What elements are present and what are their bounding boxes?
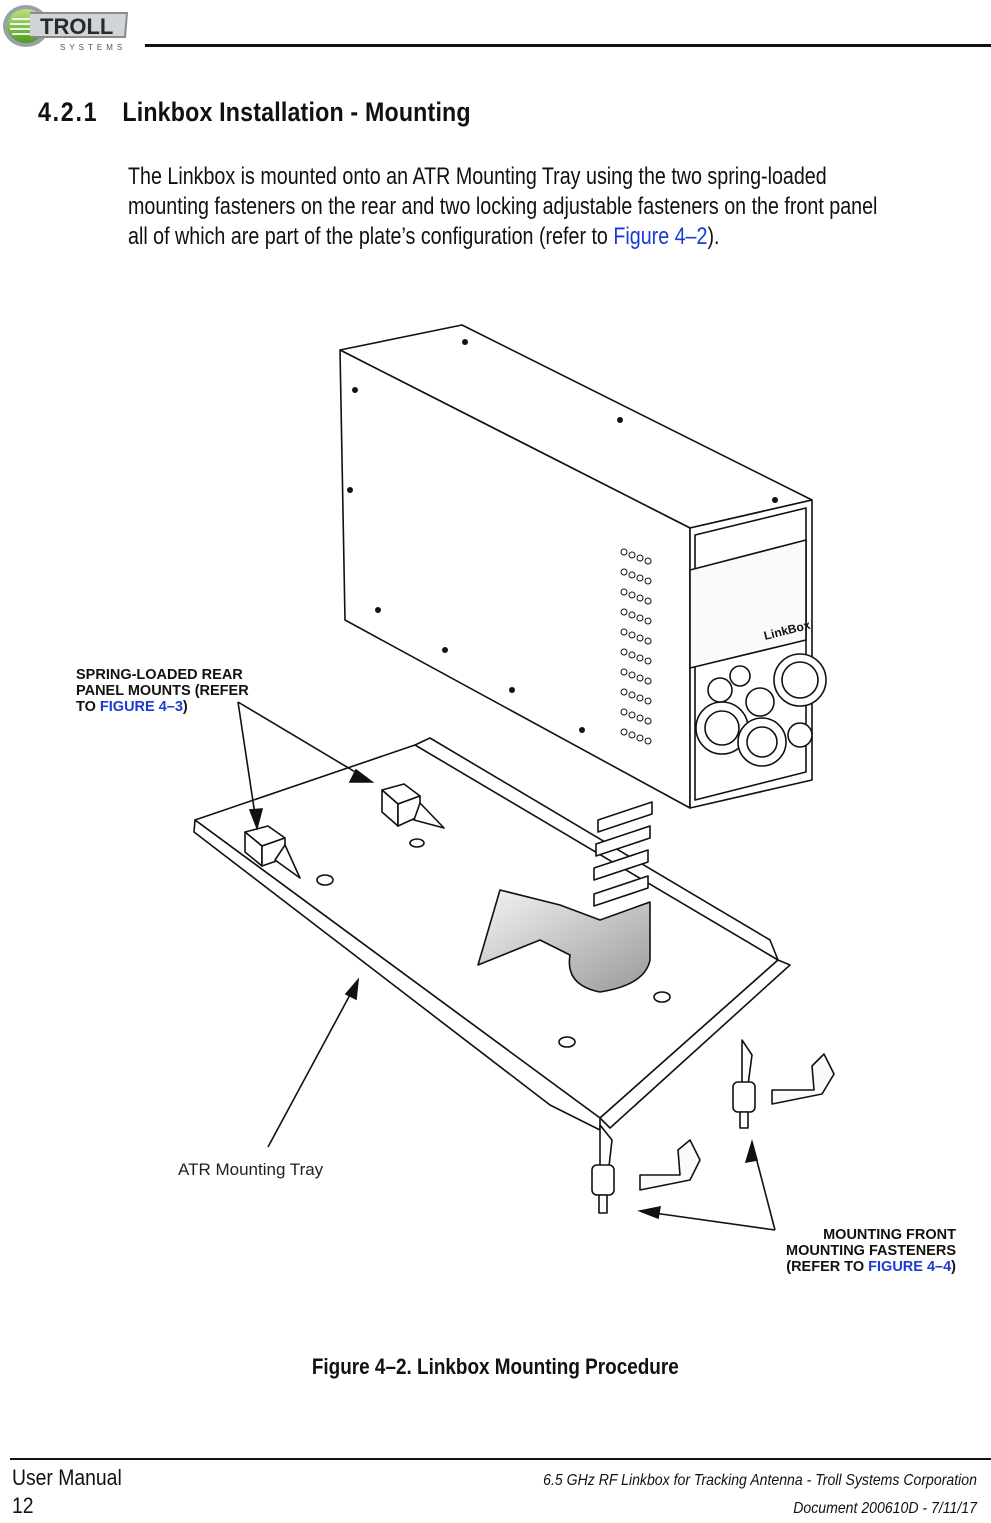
body-line: mounting fasteners on the rear and two locking adjustable fasteners on the front panel [128,193,878,220]
body-line: all of which are part of the plate’s configuration (refer to Figure 4–2). [128,223,720,250]
logo-subtext: SYSTEMS [60,43,127,52]
footer-rule [10,1458,991,1460]
header-rule [145,44,991,47]
footer-product-title: 6.5 GHz RF Linkbox for Tracking Antenna - Troll Systems Corporation [543,1472,977,1489]
figure-4-3-link[interactable]: FIGURE 4–3 [99,699,183,715]
logo-wordmark: TROLL [40,14,114,39]
figure-4-4-link[interactable]: FIGURE 4–4 [868,1259,952,1275]
section-number: 4.2.1 [38,97,99,127]
rotate-arrow [772,1054,834,1104]
footer-manual-title: User Manual [12,1465,122,1490]
body-line: The Linkbox is mounted onto an ATR Mounting Tray using the two spring-loaded [128,163,827,190]
page-number: 12 [12,1493,34,1518]
front-fasteners-callout: MOUNTING FRONT MOUNTING FASTENERS (REFER TO FIGURE 4–4) [786,1227,956,1275]
figure-link[interactable]: Figure 4–2 [613,223,708,250]
section-title: Linkbox Installation - Mounting [122,97,471,127]
footer-document-id: Document 200610D - 7/11/17 [793,1500,977,1517]
front-fastener [592,1125,614,1213]
footer-left [12,1464,122,1520]
tray-label: ATR Mounting Tray [178,1160,324,1179]
front-fastener [733,1040,755,1128]
linkbox-tray-drawing [0,300,991,1260]
mounting-illustration [0,300,991,1260]
rotate-arrow [640,1140,700,1190]
device-label: LinkBox [762,617,812,643]
section-heading [38,97,471,128]
body-paragraph [128,162,940,252]
troll-systems-logo [0,0,140,60]
figure-caption: Figure 4–2. Linkbox Mounting Procedure [312,1354,679,1379]
rear-mounts-callout: SPRING-LOADED REAR PANEL MOUNTS (REFER TO FIGURE 4–3) [76,667,249,715]
